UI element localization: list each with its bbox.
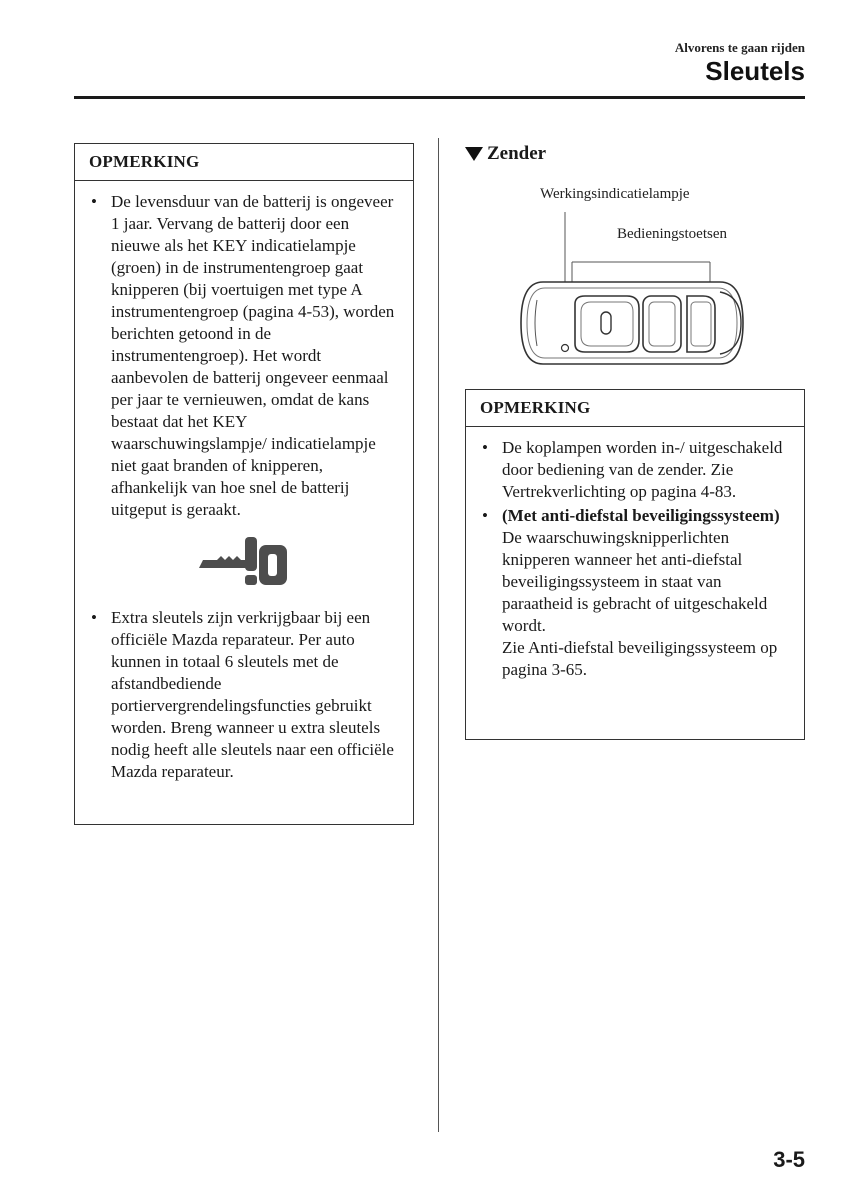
- note-title: OPMERKING: [466, 390, 804, 427]
- list-item: [89, 607, 401, 783]
- bullet: •: [482, 506, 488, 525]
- anti-theft-note: [502, 505, 792, 681]
- chapter-subtitle: Alvorens te gaan rijden: [674, 40, 805, 55]
- bullet: •: [91, 192, 97, 211]
- list-item: [480, 505, 792, 681]
- list-item: [89, 191, 401, 521]
- section-heading: [465, 143, 546, 165]
- indicator-label: Werkingsindicatielampje: [540, 186, 690, 202]
- note-box-left: [74, 143, 414, 825]
- page-number: 3-5: [773, 1147, 805, 1172]
- anti-theft-text: De waarschuwingsknipperlichten knipperen wanneer het anti-diefstal beveiligingssysteem in staat van paraatheid is gebracht of uitgeschakeld wordt.: [502, 528, 768, 635]
- note-title: OPMERKING: [75, 144, 413, 181]
- note-box-right: [465, 389, 805, 740]
- bullet: •: [91, 608, 97, 627]
- key-fob-illustration: [515, 200, 750, 370]
- page-title: Sleutels: [705, 56, 805, 86]
- buttons-label: Bedieningstoetsen: [617, 226, 727, 242]
- header-rule: [74, 96, 805, 99]
- key-warning-icon: [89, 533, 401, 589]
- note-body: [75, 181, 413, 793]
- bullet: •: [482, 438, 488, 457]
- battery-note-text: De levensduur van de batterij is ongeveer 1 jaar. Vervang de batterij door een nieuwe als het KEY indicatielampje (groen) in de instrumentengroep gaat knipperen (bij voertuigen met type A instrumentengroep (pagina 4-53), worden berichten getoond in de instrumentengroep). Het wordt aanbevolen de batterij ongeveer eenmaal per jaar te vernieuwen, omdat de kans bestaat dat het KEY waarschuwingslampje/ indicatielampje niet gaat branden of knipperen, afhankelijk van hoe snel de batterij uitgeput is geraakt.: [111, 192, 395, 519]
- headlights-note-text: De koplampen worden in-/ uitgeschakeld door bediening van de zender. Zie Vertrekverlichting op pagina 4-83.: [502, 438, 783, 501]
- anti-theft-heading: (Met anti-diefstal beveiligingssysteem): [502, 506, 780, 525]
- section-heading-text: Zender: [487, 143, 547, 164]
- note-body: [466, 427, 804, 691]
- column-divider: [438, 138, 439, 1132]
- triangle-marker-icon: [465, 147, 483, 161]
- extra-keys-note-text: Extra sleutels zijn verkrijgbaar bij een officiële Mazda reparateur. Per auto kunnen in totaal 6 sleutels met de afstandbediende portiervergrendelingsfuncties gebruikt worden. Breng wanneer u extra sleutels nodig heeft alle sleutels naar een officiële Mazda reparateur.: [111, 608, 394, 781]
- anti-theft-reference: Zie Anti-diefstal beveiligingssysteem op pagina 3-65.: [502, 638, 778, 679]
- list-item: [480, 437, 792, 503]
